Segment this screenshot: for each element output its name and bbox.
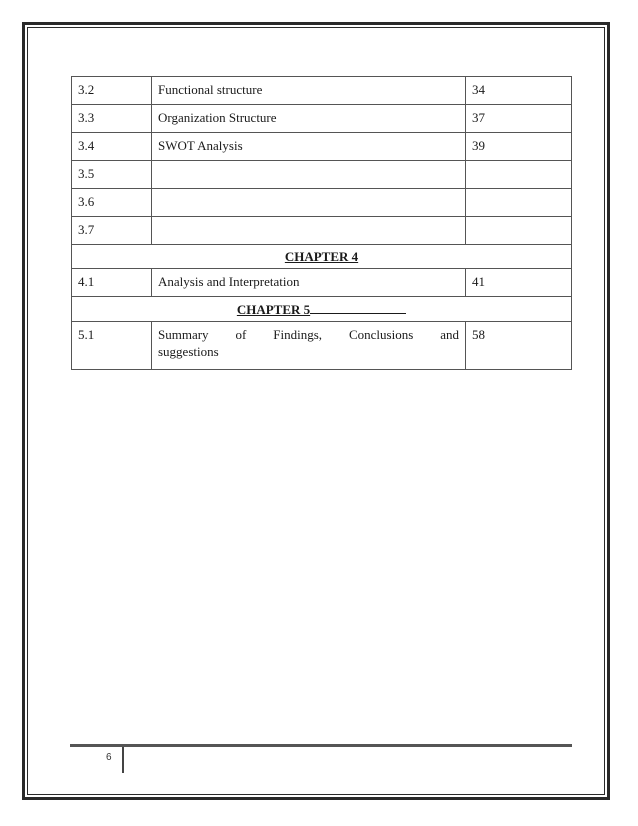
toc-title-word: Findings,: [273, 327, 323, 342]
toc-section-title: Functional structure: [152, 77, 466, 105]
toc-page-number: [466, 189, 572, 217]
toc-table: [71, 76, 572, 370]
toc-section-number: 3.2: [72, 77, 152, 105]
toc-page-number: 37: [466, 105, 572, 133]
toc-section-number: 3.4: [72, 133, 152, 161]
toc-row: [72, 161, 572, 189]
toc-section-title: Analysis and Interpretation: [152, 269, 466, 297]
toc-row: [72, 269, 572, 297]
toc-section-number: 3.7: [72, 217, 152, 245]
toc-section-title: [152, 161, 466, 189]
toc-section-title: [152, 189, 466, 217]
toc-page-number: 58: [466, 322, 572, 370]
chapter-heading-row: [72, 245, 572, 269]
toc-section-number: 3.3: [72, 105, 152, 133]
footer-vertical-rule: [122, 747, 124, 773]
page-number: 6: [106, 752, 112, 763]
toc-page-number: 39: [466, 133, 572, 161]
toc-section-number: 3.6: [72, 189, 152, 217]
toc-section-title: SWOT Analysis: [152, 133, 466, 161]
toc-row: [72, 133, 572, 161]
chapter-heading: [72, 297, 572, 322]
toc-section-number: 4.1: [72, 269, 152, 297]
toc-row: [72, 217, 572, 245]
toc-title-word: and: [440, 327, 459, 342]
chapter-5-underline: [310, 300, 406, 314]
chapter-heading-row: [72, 297, 572, 322]
toc-page-number: 41: [466, 269, 572, 297]
toc-row: [72, 322, 572, 370]
toc-row: [72, 77, 572, 105]
toc-page-number: 34: [466, 77, 572, 105]
toc-title-line: [158, 326, 459, 343]
toc-title-word: Conclusions: [348, 327, 414, 342]
toc-section-title: [152, 217, 466, 245]
toc-title-word: of: [235, 327, 247, 342]
footer-divider: [70, 744, 572, 747]
toc-page-number: [466, 161, 572, 189]
toc-title-line: suggestions: [158, 344, 219, 359]
toc-section-number: 3.5: [72, 161, 152, 189]
toc-section-number: 5.1: [72, 322, 152, 370]
toc-row: [72, 189, 572, 217]
chapter-heading: [72, 245, 572, 269]
toc-page-number: [466, 217, 572, 245]
toc-section-title: [152, 322, 466, 370]
chapter-4-label: CHAPTER 4: [284, 249, 359, 264]
toc-row: [72, 105, 572, 133]
toc-section-title: Organization Structure: [152, 105, 466, 133]
toc-title-word: Summary: [158, 327, 209, 342]
chapter-5-label: CHAPTER 5: [236, 302, 311, 317]
